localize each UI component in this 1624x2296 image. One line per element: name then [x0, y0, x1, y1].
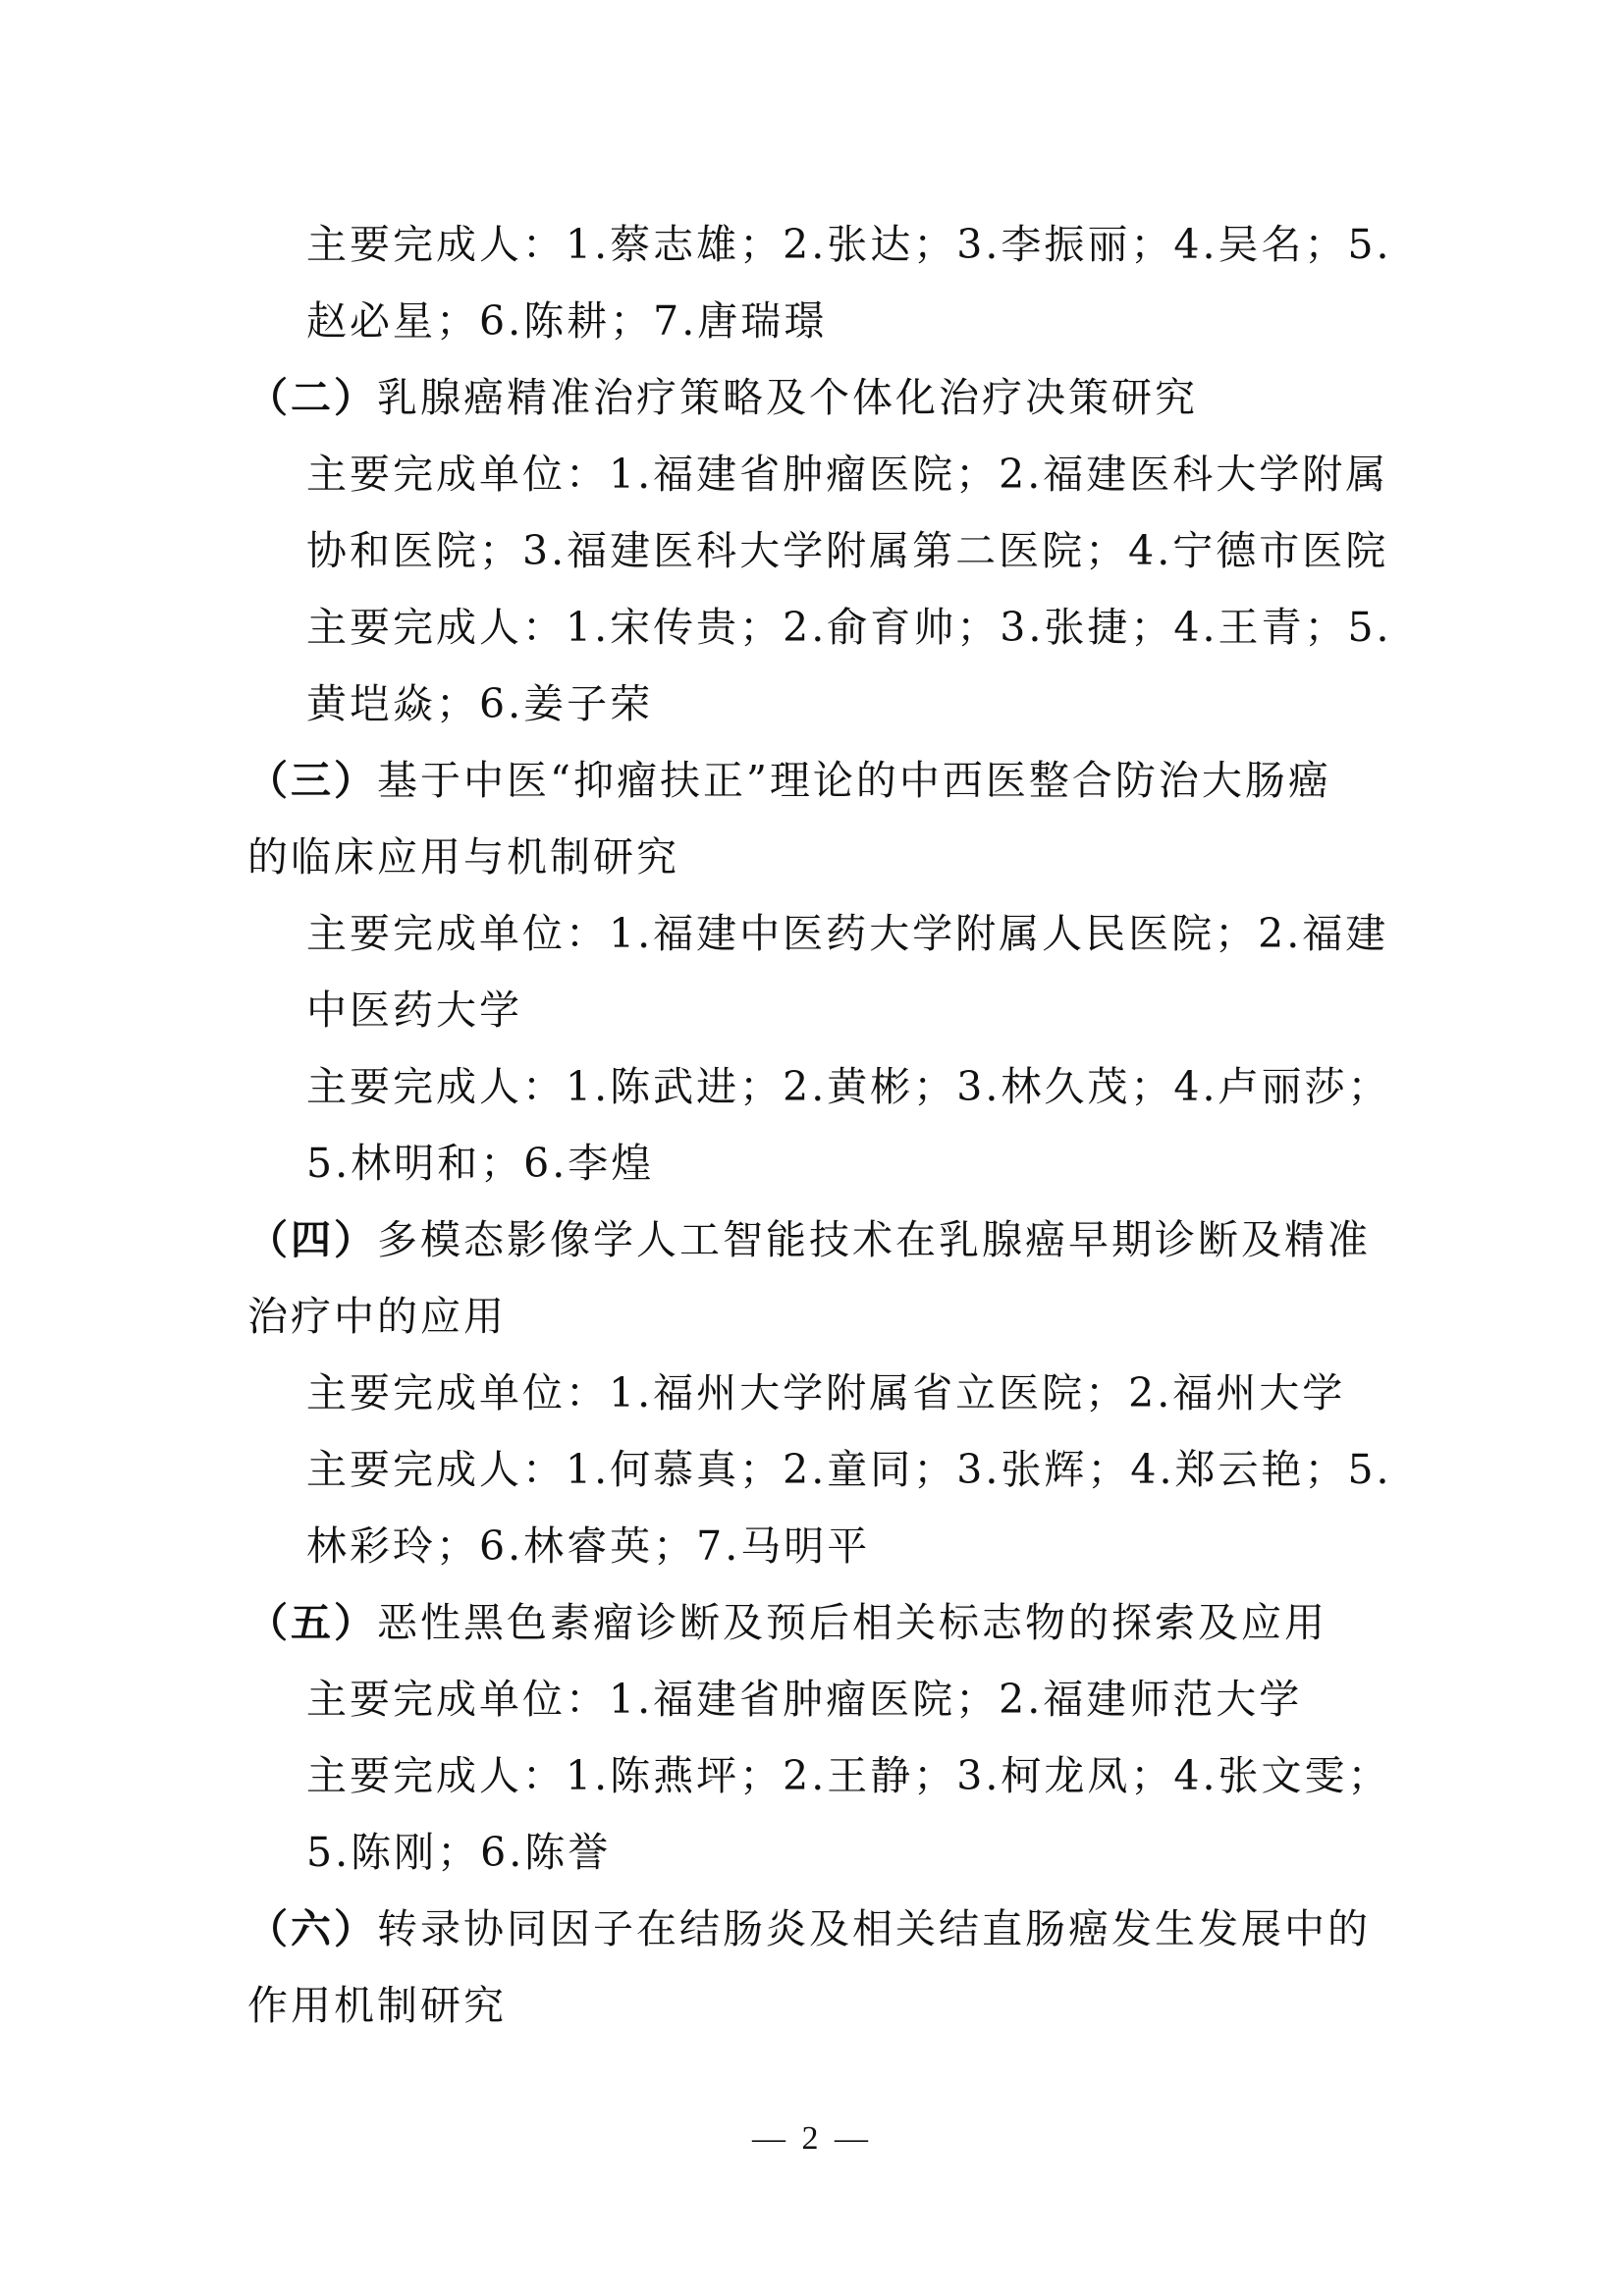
units-line	[247, 972, 1386, 1048]
text-line: 主要完成人：1.蔡志雄；2.张达；3.李振丽；4.吴名；5.	[306, 221, 1392, 268]
text-line: 5.林明和；6.李煌	[306, 1140, 655, 1187]
completers-line	[247, 1048, 1391, 1125]
text-line: 5.陈刚；6.陈誉	[306, 1829, 612, 1876]
heading-title: 基于中医“抑瘤扶正”理论的中西医整合防治大肠癌	[377, 757, 1331, 804]
section-heading-6	[247, 1891, 1386, 1967]
units-line	[247, 1355, 1386, 1431]
units-line	[247, 436, 1389, 512]
units-line	[247, 895, 1389, 972]
section-heading-5	[247, 1584, 1386, 1661]
heading-number: （六）	[247, 1905, 377, 1952]
text-line: 中医药大学	[306, 987, 522, 1034]
document-body	[247, 206, 1392, 2044]
text-line: 主要完成人：1.何慕真；2.童同；3.张辉；4.郑云艳；5.	[306, 1446, 1392, 1493]
completers-line	[247, 666, 1386, 742]
text-line: 主要完成单位：1.福建省肿瘤医院；2.福建师范大学	[306, 1676, 1303, 1723]
heading-title: 恶性黑色素瘤诊断及预后相关标志物的探索及应用	[377, 1599, 1327, 1646]
heading-continuation	[247, 1278, 1386, 1355]
units-line	[247, 512, 1389, 589]
text-line: 主要完成人：1.宋传贵；2.俞育帅；3.张捷；4.王青；5.	[306, 604, 1392, 651]
heading-number: （五）	[247, 1599, 377, 1646]
completers-line	[247, 283, 1386, 359]
heading-title: 治疗中的应用	[247, 1293, 507, 1340]
heading-title: 转录协同因子在结肠炎及相关结直肠癌发生发展中的	[377, 1905, 1371, 1952]
heading-continuation	[247, 819, 1386, 895]
units-line	[247, 1661, 1386, 1737]
text-line: 协和医院；3.福建医科大学附属第二医院；4.宁德市医院	[306, 527, 1389, 574]
completers-line	[247, 1125, 1386, 1201]
heading-number: （三）	[247, 757, 377, 804]
completers-line	[247, 1431, 1392, 1508]
completers-line	[247, 206, 1392, 283]
heading-title: 乳腺癌精准治疗策略及个体化治疗决策研究	[377, 374, 1198, 421]
text-line: 主要完成人：1.陈燕坪；2.王静；3.柯龙凤；4.张文雯；	[306, 1752, 1391, 1799]
completers-line	[247, 1737, 1391, 1814]
completers-line	[247, 1814, 1386, 1891]
text-line: 林彩玲；6.林睿英；7.马明平	[306, 1522, 871, 1570]
page-number: — 2 —	[752, 2120, 872, 2157]
text-line: 主要完成单位：1.福建中医药大学附属人民医院；2.福建	[306, 910, 1389, 957]
completers-line	[247, 1508, 1386, 1584]
text-line: 主要完成单位：1.福州大学附属省立医院；2.福州大学	[306, 1369, 1346, 1416]
heading-title: 多模态影像学人工智能技术在乳腺癌早期诊断及精准	[377, 1216, 1371, 1263]
section-heading-3	[247, 742, 1386, 819]
completers-line	[247, 589, 1392, 666]
section-heading-4	[247, 1201, 1386, 1278]
text-line: 黄垲焱；6.姜子荣	[306, 680, 654, 727]
text-line: 主要完成单位：1.福建省肿瘤医院；2.福建医科大学附属	[306, 451, 1389, 498]
text-line: 赵必星；6.陈耕；7.唐瑞璟	[306, 297, 828, 345]
heading-title: 的临床应用与机制研究	[247, 833, 679, 881]
heading-number: （二）	[247, 374, 377, 421]
heading-continuation	[247, 1967, 1386, 2044]
text-line: 主要完成人：1.陈武进；2.黄彬；3.林久茂；4.卢丽莎；	[306, 1063, 1391, 1110]
heading-number: （四）	[247, 1216, 377, 1263]
section-heading-2	[247, 359, 1386, 436]
heading-title: 作用机制研究	[247, 1982, 507, 2029]
